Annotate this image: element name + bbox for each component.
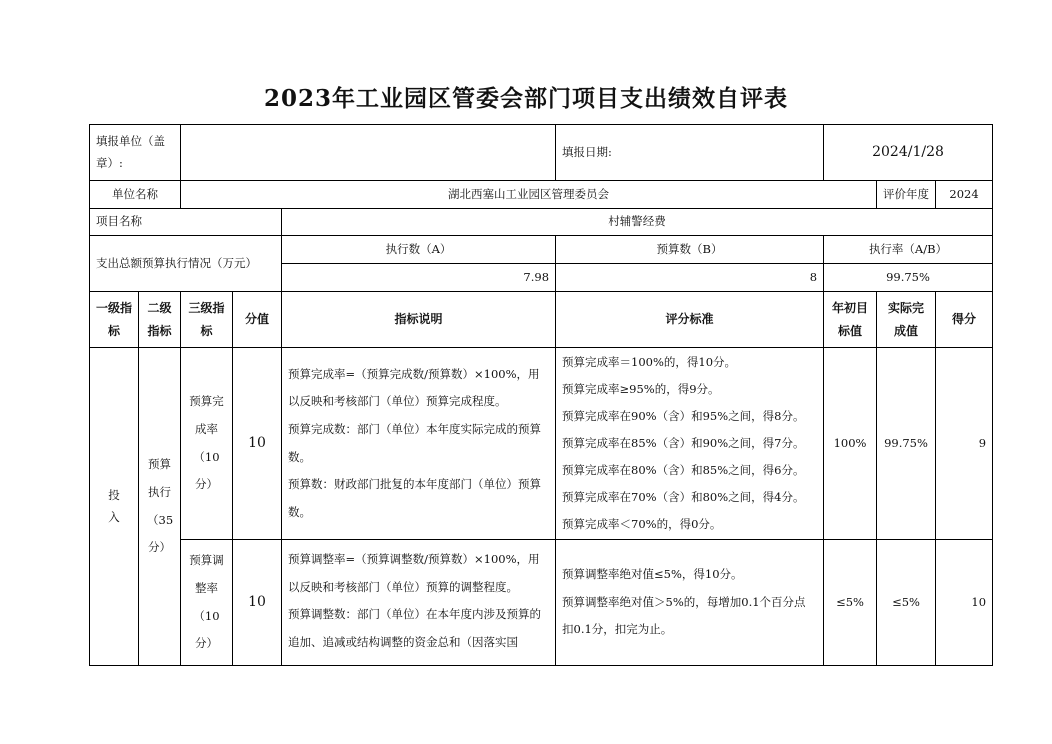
level2-cell: 预算执行（35分） xyxy=(139,348,181,666)
desc-line: 预算调整数：部门（单位）在本年度内涉及预算的追加、追减或结构调整的资金总和（因落实国 xyxy=(288,607,541,649)
page-title: 2023年工业园区管委会部门项目支出绩效自评表 xyxy=(263,85,788,112)
fill-date-value: 2024/1/28 xyxy=(824,125,993,181)
budget-value: 8 xyxy=(556,264,824,292)
fill-unit-label: 填报单位（盖章）: xyxy=(90,125,181,181)
col-got: 得分 xyxy=(936,292,993,348)
eval-year-label: 评价年度 xyxy=(877,181,936,209)
actual-cell: 99.75% xyxy=(877,348,936,540)
desc-line: 预算数：财政部门批复的本年度部门（单位）预算数。 xyxy=(288,477,541,519)
exec-value: 7.98 xyxy=(282,264,556,292)
criteria-line: 预算完成率在85%（含）和90%之间，得7分。 xyxy=(562,435,805,450)
col-criteria: 评分标准 xyxy=(556,292,824,348)
rate-label: 执行率（A/B） xyxy=(824,236,993,264)
project-name-value: 村辅警经费 xyxy=(282,209,993,236)
col-level3: 三级指标 xyxy=(181,292,233,348)
level1-cell: 投入 xyxy=(90,348,139,666)
got-cell: 9 xyxy=(936,348,993,540)
criteria-line: 预算完成率在90%（含）和95%之间，得8分。 xyxy=(562,408,805,423)
criteria-cell xyxy=(556,348,824,540)
criteria-cell xyxy=(556,540,824,666)
desc-cell xyxy=(282,540,556,666)
col-level1: 一级指标 xyxy=(90,292,139,348)
criteria-line: 预算完成率在80%（含）和85%之间，得6分。 xyxy=(562,463,805,477)
criteria-line: 预算完成率≥95%的，得9分。 xyxy=(562,381,720,396)
col-score: 分值 xyxy=(233,292,282,348)
desc-line: 预算调整率=（预算调整数/预算数）×100%，用以反映和考核部门（单位）预算的调整程度。 xyxy=(288,552,540,594)
eval-year-value: 2024 xyxy=(936,181,993,209)
table-row xyxy=(90,348,993,540)
criteria-line: 预算完成率＝100%的，得10分。 xyxy=(562,354,737,369)
desc-cell xyxy=(282,348,556,540)
target-cell: 100% xyxy=(824,348,877,540)
desc-line: 预算完成数：部门（单位）本年度实际完成的预算数。 xyxy=(288,421,541,464)
unit-name-value: 湖北西塞山工业园区管理委员会 xyxy=(181,181,877,209)
table-row xyxy=(90,540,993,666)
col-target: 年初目标值 xyxy=(824,292,877,348)
exec-label: 执行数（A） xyxy=(282,236,556,264)
budget-exec-label: 支出总额预算执行情况（万元） xyxy=(90,236,282,292)
actual-cell: ≤5% xyxy=(877,540,936,666)
level3-cell: 预算调整率（10分） xyxy=(181,540,233,666)
fill-date-label: 填报日期: xyxy=(556,125,824,181)
evaluation-table xyxy=(89,124,993,666)
col-desc: 指标说明 xyxy=(282,292,556,348)
fill-unit-value xyxy=(181,125,556,181)
criteria-line: 预算调整率绝对值≤5%，得10分。 xyxy=(562,567,743,582)
unit-name-label: 单位名称 xyxy=(90,181,181,209)
target-cell: ≤5% xyxy=(824,540,877,666)
budget-label: 预算数（B） xyxy=(556,236,824,264)
col-level2: 二级指标 xyxy=(139,292,181,348)
criteria-line: 预算完成率在70%（含）和80%之间，得4分。 xyxy=(562,490,805,505)
level3-cell: 预算完成率（10分） xyxy=(181,348,233,540)
got-cell: 10 xyxy=(936,540,993,666)
criteria-line: 预算调整率绝对值＞5%的，每增加0.1个百分点扣0.1分，扣完为止。 xyxy=(562,594,806,637)
score-cell: 10 xyxy=(233,348,282,540)
score-cell: 10 xyxy=(233,540,282,666)
rate-value: 99.75% xyxy=(824,264,993,292)
desc-line: 预算完成率=（预算完成数/预算数）×100%，用以反映和考核部门（单位）预算完成程度。 xyxy=(288,366,540,409)
criteria-line: 预算完成率＜70%的，得0分。 xyxy=(562,517,722,532)
project-name-label: 项目名称 xyxy=(90,209,282,236)
col-actual: 实际完成值 xyxy=(877,292,936,348)
